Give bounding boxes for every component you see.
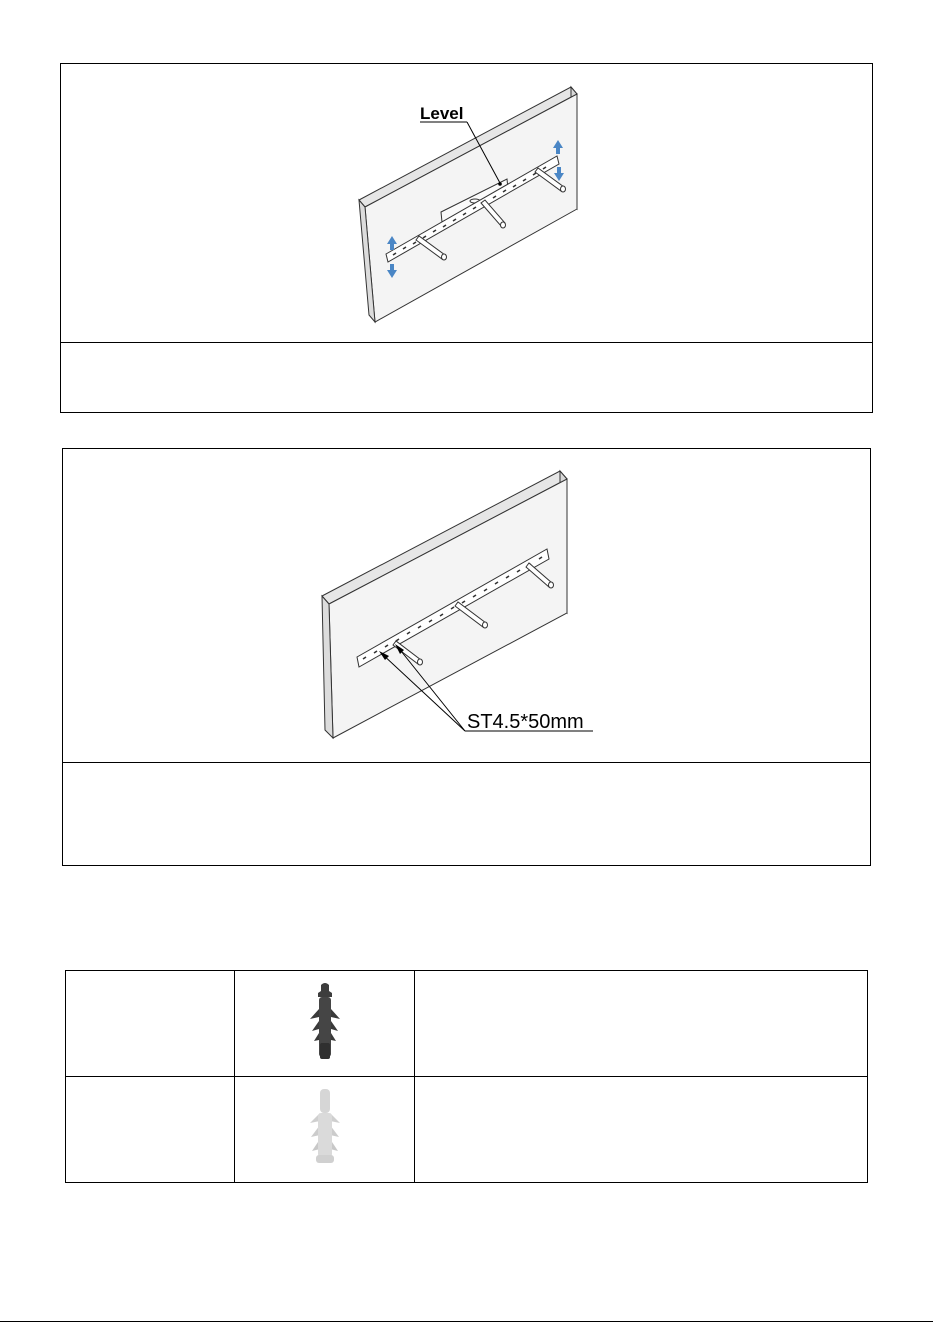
table-row <box>66 1077 868 1183</box>
bottom-divider <box>0 1321 933 1322</box>
part-description-cell <box>415 971 868 1077</box>
part-description-cell <box>415 1077 868 1183</box>
parts-table <box>65 970 868 1183</box>
step-1-panel <box>60 63 873 413</box>
screw-label: ST4.5*50mm <box>467 711 584 733</box>
part-name-cell <box>66 971 235 1077</box>
part-name-cell <box>66 1077 235 1183</box>
step-1-figure <box>61 64 872 343</box>
step-1-illustration <box>61 64 871 340</box>
level-label: Level <box>420 104 464 123</box>
plastic-anchor-dark-icon <box>300 979 350 1063</box>
part-image-cell <box>235 1077 415 1183</box>
part-image-cell <box>235 971 415 1077</box>
step-2-figure <box>63 449 870 763</box>
step-2-illustration <box>63 449 869 760</box>
plastic-anchor-light-icon <box>300 1085 350 1169</box>
step-1-caption <box>61 342 872 412</box>
step-2-panel <box>62 448 871 866</box>
table-row <box>66 971 868 1077</box>
step-2-caption <box>63 762 870 865</box>
